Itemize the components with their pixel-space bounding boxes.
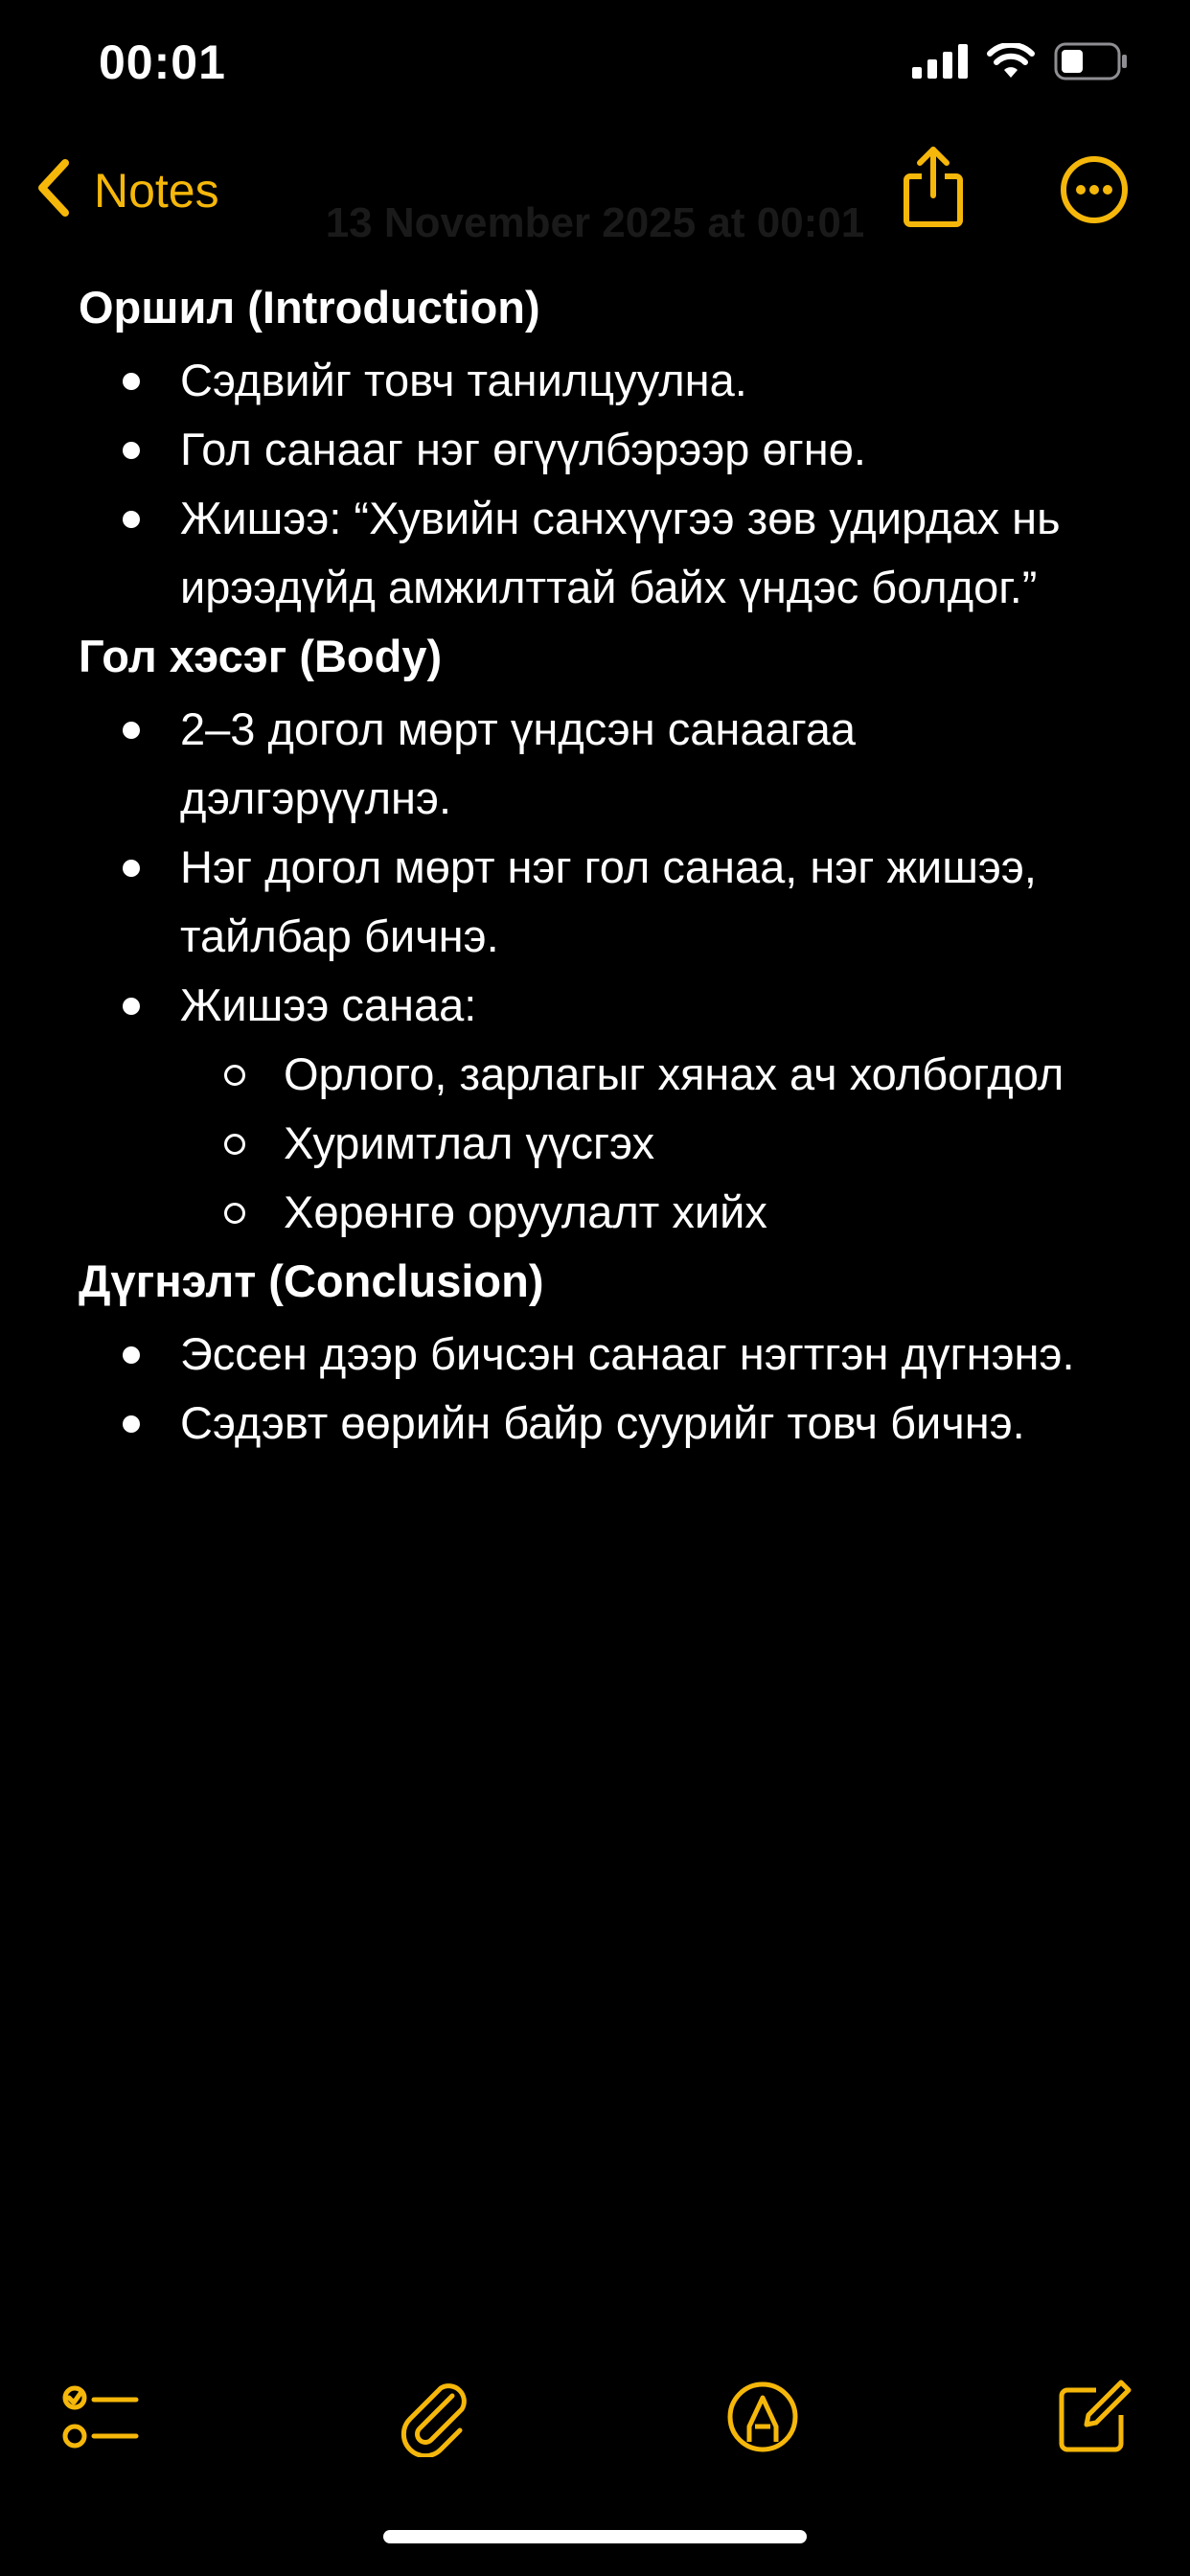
- back-button[interactable]: [34, 157, 219, 223]
- cellular-signal-icon: [912, 44, 968, 83]
- checklist-icon: [61, 2445, 142, 2461]
- share-button[interactable]: [899, 144, 968, 230]
- checklist-button[interactable]: [61, 2377, 142, 2457]
- battery-icon: [1054, 42, 1129, 85]
- status-time: 00:01: [99, 35, 226, 89]
- attachment-icon: [395, 2445, 475, 2461]
- bullet-icon: [123, 373, 140, 390]
- wifi-icon: [987, 43, 1035, 84]
- hollow-bullet-icon: [224, 1203, 245, 1224]
- list-item: Жишээ санаа:: [79, 971, 1094, 1040]
- attachment-button[interactable]: [395, 2377, 475, 2457]
- note-date: 13 November 2025 at 00:01: [325, 199, 865, 246]
- list-item: Сэдвийг товч танилцуулна.: [79, 346, 1094, 415]
- bullet-icon: [123, 442, 140, 459]
- list-item: Нэг догол мөрт нэг гол санаа, нэг жишээ, тайлбар бичнэ.: [79, 833, 1094, 971]
- list-item: 2–3 догол мөрт үндсэн санаагаа дэлгэрүүлнэ.: [79, 695, 1094, 833]
- note-body[interactable]: [79, 273, 1133, 1458]
- bullet-list: [79, 1320, 1133, 1458]
- list-item: Жишээ: “Хувийн санхүүгээ зөв удирдах нь ирээдүйд амжилттай байх үндэс болдог.”: [79, 484, 1094, 622]
- home-indicator[interactable]: [383, 2530, 807, 2543]
- bottom-toolbar: [0, 2367, 1190, 2463]
- bullet-icon: [123, 511, 140, 528]
- sub-list-item: Хөрөнгө оруулалт хийх: [79, 1178, 1094, 1247]
- hollow-bullet-icon: [224, 1134, 245, 1155]
- markup-icon: [722, 2445, 803, 2461]
- nav-bar: [0, 144, 1190, 246]
- more-icon: [1060, 212, 1129, 228]
- bullet-icon: [123, 998, 140, 1015]
- bullet-list: [79, 346, 1133, 622]
- section-heading-introduction: Оршил (Introduction): [79, 282, 540, 333]
- chevron-left-icon: [34, 157, 73, 223]
- list-item: Эссен дээр бичсэн санааг нэгтгэн дүгнэнэ.: [79, 1320, 1094, 1389]
- compose-button[interactable]: [1054, 2377, 1134, 2457]
- bullet-icon: [123, 860, 140, 877]
- sub-bullet-list: [79, 1040, 1133, 1247]
- bullet-icon: [123, 1346, 140, 1364]
- section-heading-body: Гол хэсэг (Body): [79, 631, 443, 681]
- more-button[interactable]: [1060, 155, 1129, 224]
- list-item: Гол санааг нэг өгүүлбэрээр өгнө.: [79, 415, 1094, 484]
- status-icons: [912, 42, 1129, 84]
- compose-icon: [1054, 2445, 1134, 2461]
- section-heading-conclusion: Дүгнэлт (Conclusion): [79, 1255, 544, 1306]
- list-item: Сэдэвт өөрийн байр суурийг товч бичнэ.: [79, 1389, 1094, 1458]
- share-icon: [899, 218, 968, 234]
- bullet-icon: [123, 722, 140, 739]
- sub-list-item: Хуримтлал үүсгэх: [79, 1109, 1094, 1178]
- back-label: Notes: [94, 163, 219, 218]
- bullet-list: [79, 695, 1133, 1040]
- sub-list-item: Орлого, зарлагыг хянах ач холбогдол: [79, 1040, 1094, 1109]
- status-bar: [0, 0, 1190, 125]
- bullet-icon: [123, 1415, 140, 1433]
- markup-button[interactable]: [722, 2377, 803, 2457]
- hollow-bullet-icon: [224, 1065, 245, 1086]
